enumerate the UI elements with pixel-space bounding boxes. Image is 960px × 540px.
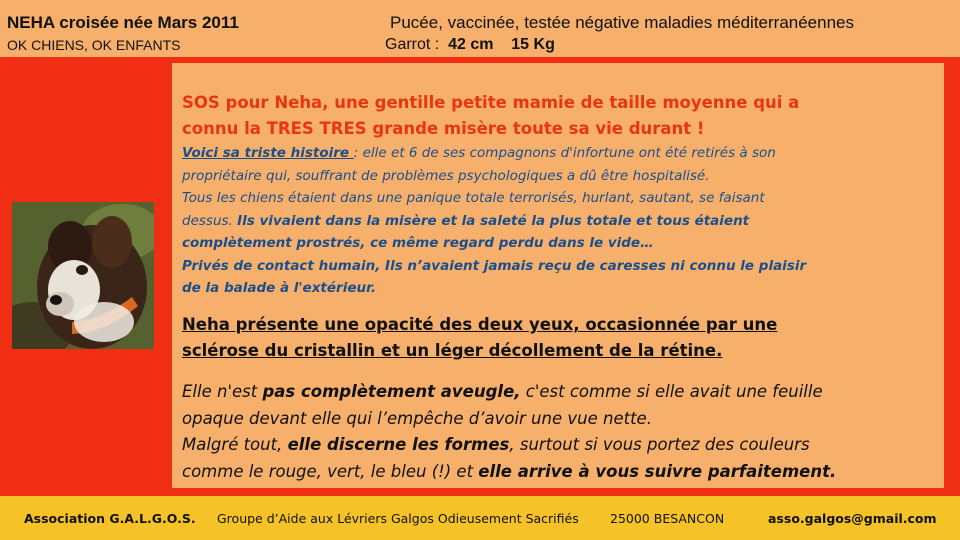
dog-name-title: NEHA croisée née Mars 2011 <box>7 13 239 32</box>
eyes-condition <box>182 312 777 364</box>
vision-paragraph <box>182 379 836 485</box>
story-line-5: complètement prostrés, ce même regard perdu dans le vide… <box>182 235 654 251</box>
vision-line-4a: comme le rouge, vert, le bleu (!) et <box>182 461 479 481</box>
sos-line-2: connu la TRES TRES grande misère toute sa vie durant ! <box>182 119 705 138</box>
story-lead: Voici sa triste histoire <box>182 145 354 161</box>
header-band <box>0 0 960 57</box>
story-line-1: : elle et 6 de ses compagnons d'infortune ont été retirés à son <box>353 145 776 161</box>
association-name: Association G.A.L.G.O.S. <box>24 511 196 526</box>
vision-line-1a: Elle n'est <box>182 382 263 401</box>
contact-email[interactable]: asso.galgos@gmail.com <box>768 511 937 526</box>
story-line-7: de la balade à l'extérieur. <box>182 280 376 296</box>
vision-line-3a: Malgré tout, <box>182 435 288 454</box>
footer-band <box>0 496 960 540</box>
vision-line-3b: elle discerne les formes <box>287 435 510 454</box>
health-status: Pucée, vaccinée, testée négative maladies méditerranéennes <box>390 13 855 32</box>
dog-photo <box>12 202 154 349</box>
content-panel <box>172 63 944 488</box>
sos-heading <box>182 90 799 142</box>
compatibility: OK CHIENS, OK ENFANTS <box>7 37 181 53</box>
sos-line-1: SOS pour Neha, une gentille petite mamie de taille moyenne qui a <box>182 93 800 112</box>
eyes-line-2: sclérose du cristallin et un léger décollement de la rétine. <box>182 341 723 360</box>
vision-line-1c: c'est comme si elle avait une feuille <box>520 382 823 401</box>
story-line-3: Tous les chiens étaient dans une panique totale terrorisés, hurlant, sautant, se faisant <box>182 190 765 206</box>
vision-line-1b: pas complètement aveugle, <box>262 382 521 401</box>
story-line-6: Privés de contact humain, Ils n’avaient jamais reçu de caresses ni connu le plaisir <box>182 257 807 274</box>
story-line-2: propriétaire qui, souffrant de problèmes psychologiques a dû être hospitalisé. <box>182 167 710 184</box>
eyes-line-1: Neha présente une opacité des deux yeux, occasionnée par une <box>182 315 778 334</box>
vision-line-4b: elle arrive à vous suivre parfaitement. <box>478 461 837 481</box>
story-paragraph <box>182 142 806 300</box>
story-line-4b: Ils vivaient dans la misère et la saleté la plus totale et tous étaient <box>237 212 750 229</box>
garrot-label: Garrot : <box>385 36 440 53</box>
dog-illustration <box>12 202 154 349</box>
vision-line-3c: , surtout si vous portez des couleurs <box>509 435 810 454</box>
association-city: 25000 BESANCON <box>610 511 725 526</box>
garrot-weight: 15 Kg <box>511 36 555 53</box>
garrot-height: 42 cm <box>448 36 494 53</box>
garrot-info <box>385 36 555 54</box>
vision-line-2: opaque devant elle qui l’empêche d’avoir une vue nette. <box>182 408 652 428</box>
association-full-name: Groupe d’Aide aux Lévriers Galgos Odieusement Sacrifiés <box>217 511 579 526</box>
story-line-4a: dessus. <box>182 212 238 229</box>
